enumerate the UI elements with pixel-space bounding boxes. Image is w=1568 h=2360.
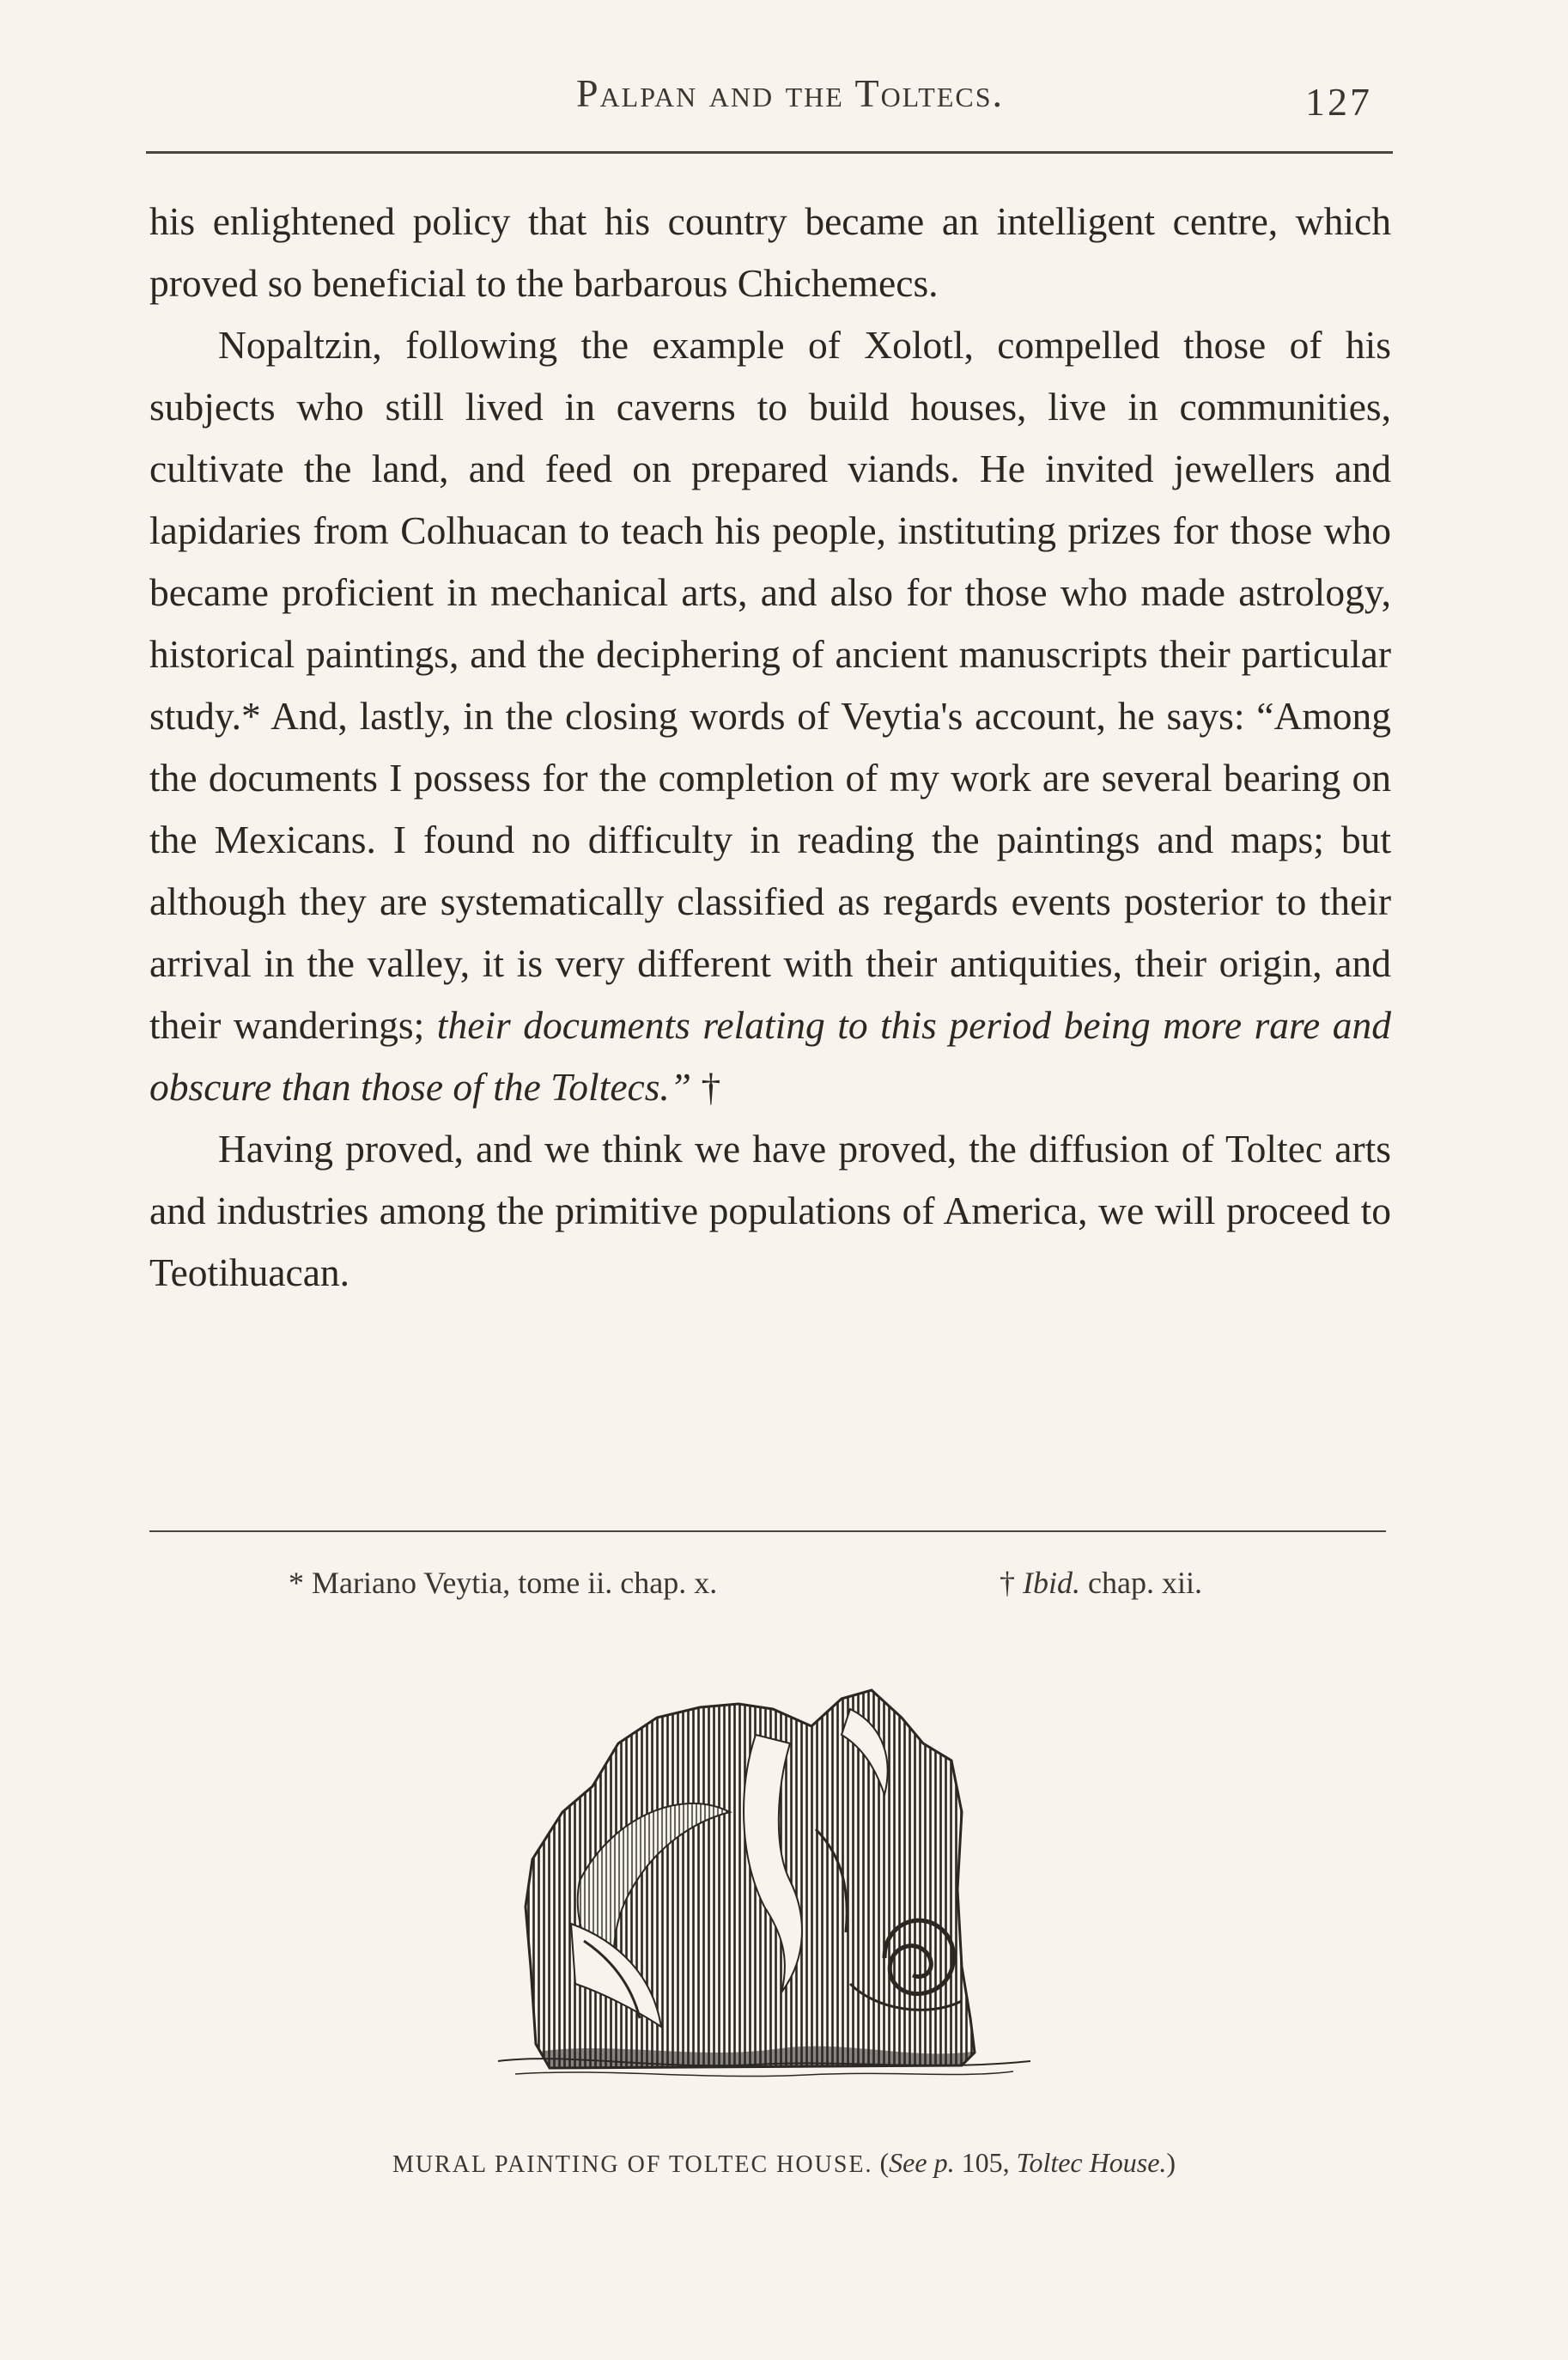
caption-ref: 105, [954, 2147, 1017, 2178]
mural-painting-illustration [481, 1683, 1082, 2095]
footnote-2-italic: Ibid. [1023, 1566, 1080, 1600]
paragraph-2 [149, 314, 1391, 1118]
paragraph-2-text: Nopaltzin, following the example of Xolotl, compelled those of his subjects who still lived in caverns to build houses, live in communities, cultivate the land, and feed on prepared viands. He invited jewellers and lapidaries from Colhuacan to teach his people, instituting prizes for those who became proficient in mechanical arts, and also for those who made astrology, historical paintings, and the deciphering of ancient manuscripts their particular study.* And, lastly, in the closing words of Veytia's account, he says: “Among the documents I possess for the completion of my work are several bearing on the Mexicans. I found no difficulty in reading the paintings and maps; but although they are systematically classified as regards events posterior to their arrival in the valley, it is very different with their antiquities, their origin, and their wanderings; [149, 323, 1391, 1047]
caption-italic: Toltec House. [1016, 2147, 1167, 2178]
figure-caption [0, 2147, 1568, 2179]
footnote-2-rest: chap. xii. [1080, 1566, 1202, 1600]
caption-close: ) [1166, 2147, 1176, 2178]
paragraph-3: Having proved, and we think we have proved, the diffusion of Toltec arts and industries among the primitive populations of America, we will proceed to Teotihuacan. [149, 1127, 1391, 1294]
caption-open: ( [872, 2147, 890, 2178]
paragraph-1: his enlightened policy that his country became an intelligent centre, which proved so beneficial to the barbarous Chichemecs. [149, 199, 1391, 305]
header-rule [146, 151, 1393, 154]
footnote-rule [149, 1530, 1386, 1532]
paragraph-2-italic: their documents relating to this period being more rare and obscure than those of the Toltecs.” [149, 1003, 1392, 1109]
dagger-mark: † [691, 1065, 721, 1109]
body-text [149, 191, 1391, 1304]
footnote-2-mark: † [1000, 1566, 1023, 1600]
caption-see: See p. [889, 2147, 955, 2178]
footnote-1: * Mariano Veytia, tome ii. chap. x. [289, 1566, 718, 1600]
caption-main: MURAL PAINTING OF TOLTEC HOUSE. [392, 2151, 873, 2178]
footnote-2 [1000, 1565, 1202, 1601]
running-head: Palpan and the Toltecs. [575, 71, 1005, 115]
page-number: 127 [1305, 80, 1372, 124]
